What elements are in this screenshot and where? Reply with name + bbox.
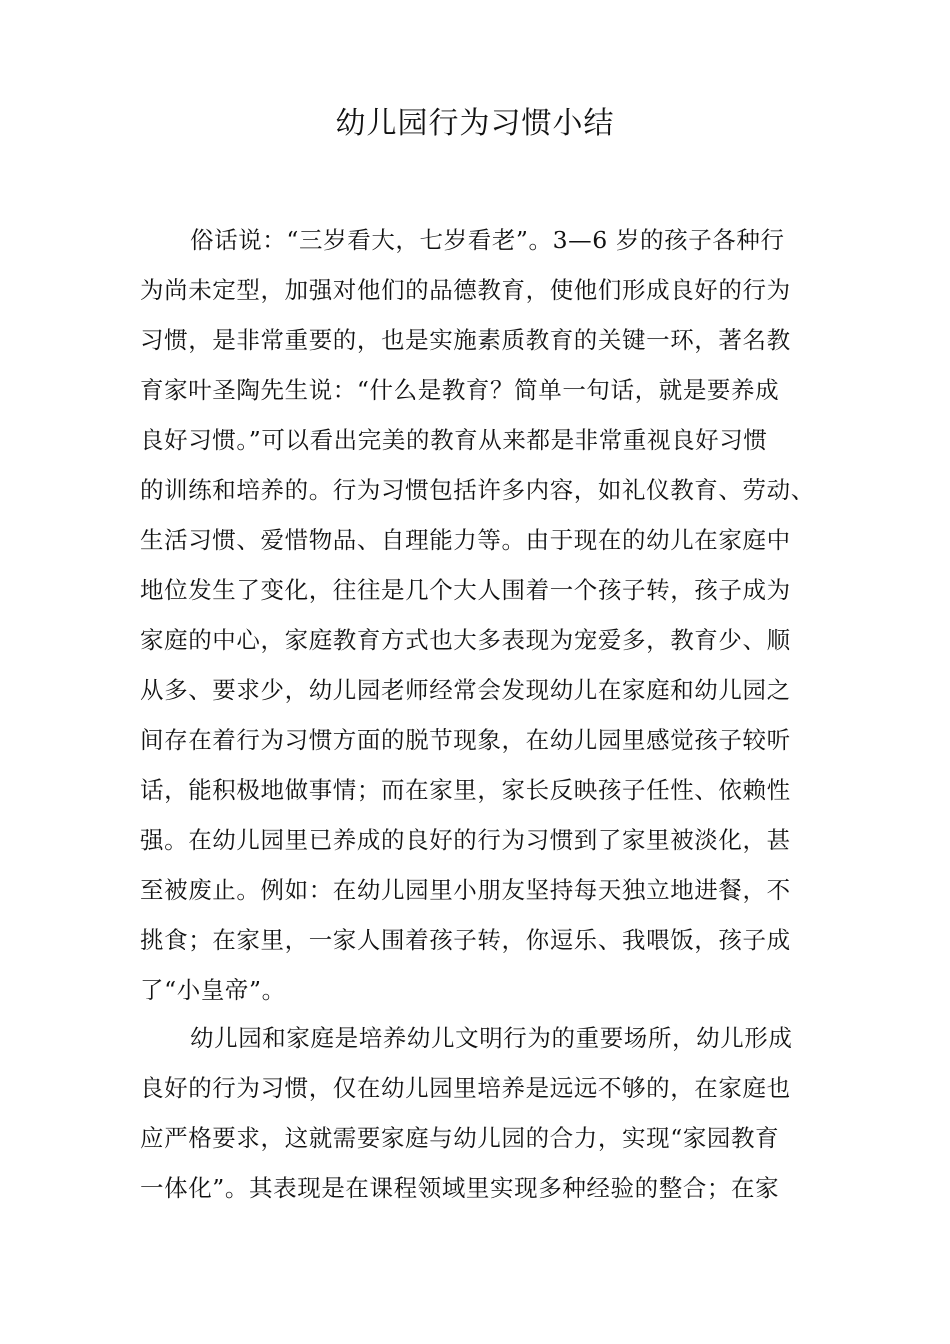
paragraph-line: 幼儿园和家庭是培养幼儿文明行为的重要场所，幼儿形成 xyxy=(190,1024,793,1052)
paragraph-line: 生活习惯、爱惜物品、自理能力等。由于现在的幼儿在家庭中 xyxy=(140,526,791,554)
document-title: 幼儿园行为习惯小结 xyxy=(335,106,615,141)
paragraph-1 xyxy=(140,215,845,1015)
paragraph-line: 为尚未定型，加强对他们的品德教育，使他们形成良好的行为 xyxy=(140,276,791,304)
paragraph-line: 良好习惯。”可以看出完美的教育从来都是非常重视良好习惯 xyxy=(140,426,768,454)
paragraph-line: 从多、要求少，幼儿园老师经常会发现幼儿在家庭和幼儿园之 xyxy=(140,676,791,704)
paragraph-line: 育家叶圣陶先生说：“什么是教育？简单一句话，就是要养成 xyxy=(140,376,780,404)
paragraph-line: 话，能积极地做事情；而在家里，家长反映孩子任性、依赖性 xyxy=(140,776,791,804)
paragraph-line: 至被废止。例如：在幼儿园里小朋友坚持每天独立地进餐，不 xyxy=(140,876,791,904)
paragraph-2 xyxy=(140,1013,845,1213)
paragraph-line: 习惯，是非常重要的，也是实施素质教育的关键一环，著名教 xyxy=(140,326,791,354)
paragraph-line: 了“小皇帝”。 xyxy=(140,976,286,1004)
paragraph-line: 强。在幼儿园里已养成的良好的行为习惯到了家里被淡化，甚 xyxy=(140,826,791,854)
paragraph-line: 应严格要求，这就需要家庭与幼儿园的合力，实现“家园教育 xyxy=(140,1124,780,1152)
paragraph-line: 良好的行为习惯，仅在幼儿园里培养是远远不够的，在家庭也 xyxy=(140,1074,791,1102)
paragraph-line: 地位发生了变化，往往是几个大人围着一个孩子转，孩子成为 xyxy=(140,576,791,604)
paragraph-line: 的训练和培养的。行为习惯包括许多内容，如礼仪教育、劳动、 xyxy=(140,476,815,504)
paragraph-line: 俗话说：“三岁看大，七岁看老”。3—6 岁的孩子各种行 xyxy=(190,226,785,254)
paragraph-line: 一体化”。其表现是在课程领域里实现多种经验的整合；在家 xyxy=(140,1174,780,1202)
paragraph-line: 家庭的中心，家庭教育方式也大多表现为宠爱多，教育少、顺 xyxy=(140,626,791,654)
paragraph-line: 挑食；在家里，一家人围着孩子转，你逗乐、我喂饭，孩子成 xyxy=(140,926,791,954)
paragraph-line: 间存在着行为习惯方面的脱节现象，在幼儿园里感觉孩子较听 xyxy=(140,726,791,754)
